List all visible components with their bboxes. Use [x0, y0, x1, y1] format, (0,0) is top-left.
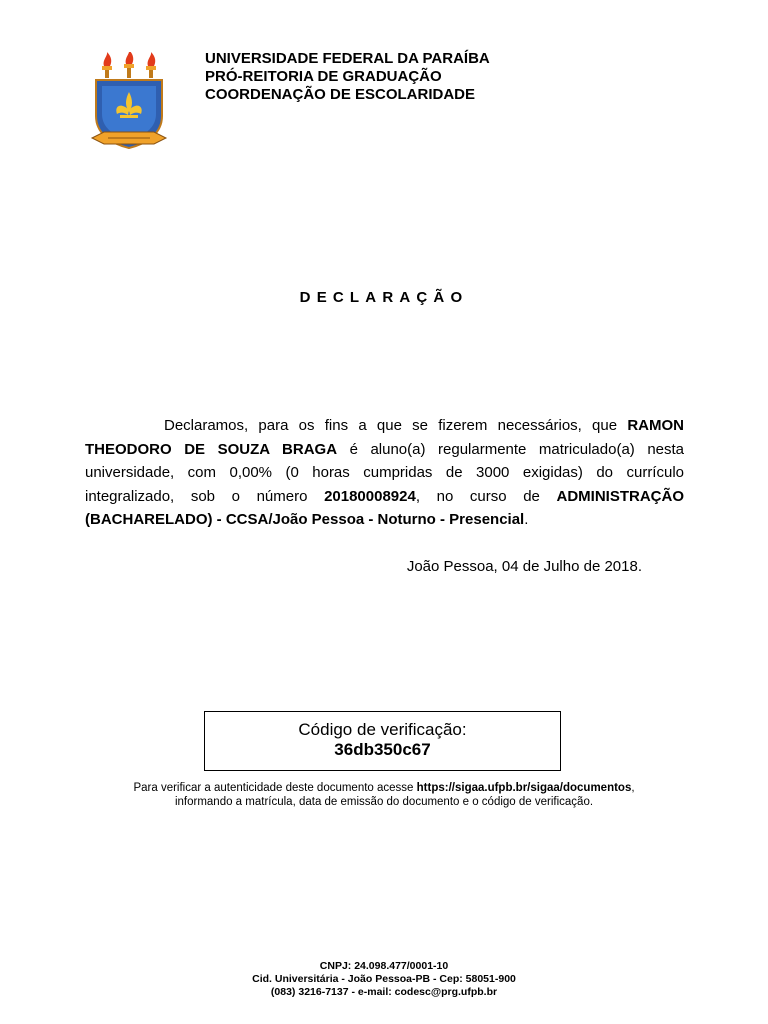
- student-name: RAMON THEODORO DE SOUZA BRAGA: [85, 417, 684, 458]
- verify-text-line2: informando a matrícula, data de emissão do documento e o código de verificação.: [174, 796, 594, 808]
- body-text-1: Declaramos, para os fins a que se fizerem necessários, que: [164, 417, 628, 434]
- issue-date: João Pessoa, 04 de Julho de 2018.: [406, 558, 642, 575]
- institution-header: [205, 50, 490, 104]
- footer-address: Cid. Universitária - João Pessoa-PB - Cep: 58051-900: [252, 973, 516, 985]
- footer-cnpj: CNPJ: 24.098.477/0001-10: [319, 960, 449, 972]
- verify-text-2: ,: [631, 782, 635, 794]
- verify-text-1: Para verificar a autenticidade deste documento acesse: [133, 782, 417, 794]
- footer: [0, 960, 768, 999]
- header-pro-rectorate: PRÓ-REITORIA DE GRADUAÇÃO: [205, 68, 442, 85]
- footer-contact: (083) 3216-7137 - e-mail: codesc@prg.ufpb.br: [270, 986, 498, 998]
- declaration-body: [85, 414, 684, 532]
- body-text-2: é aluno(a) regularmente matriculado(a) nesta universidade, com 0,00% (0 horas cumpridas de 3000 exigidas) do currículo integralizado, sob o número: [85, 440, 685, 505]
- header-coordination: COORDENAÇÃO DE ESCOLARIDADE: [205, 86, 476, 103]
- verification-code-value: 36db350c67: [334, 740, 431, 759]
- course-name: ADMINISTRAÇÃO (BACHARELADO) - CCSA/João Pessoa - Noturno - Presencial: [85, 487, 684, 528]
- registration-number: 20180008924: [324, 487, 416, 505]
- header-university: UNIVERSIDADE FEDERAL DA PARAÍBA: [205, 50, 490, 67]
- verification-code-label: Código de verificação:: [298, 720, 467, 739]
- verification-note: [0, 781, 768, 809]
- body-text-3: , no curso de: [415, 487, 557, 505]
- university-coat-of-arms-icon: [90, 52, 168, 154]
- document-title: DECLARAÇÃO: [299, 289, 469, 306]
- verify-url-link[interactable]: https://sigaa.ufpb.br/sigaa/documentos: [416, 782, 632, 794]
- body-text-4: .: [524, 511, 529, 528]
- verification-code-box: [204, 711, 561, 771]
